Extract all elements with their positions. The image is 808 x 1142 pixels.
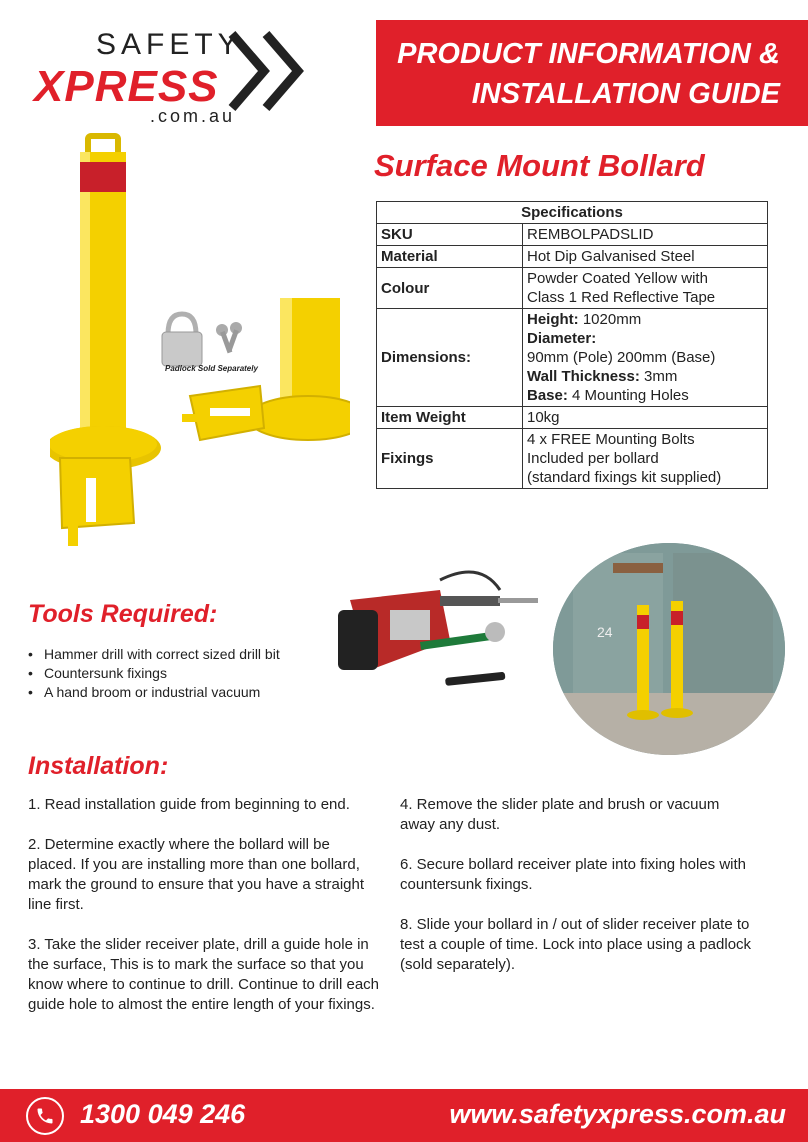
- spec-value: [523, 268, 768, 309]
- spec-header: Specifications: [377, 202, 768, 224]
- banner-line-2: INSTALLATION GUIDE: [471, 78, 780, 110]
- base-line: [527, 386, 763, 405]
- install-step-8: 8. Slide your bollard in / out of slider receiver plate to test a couple of time. Lock into place using a padlock (sold separately).: [400, 916, 752, 973]
- wall-value: 3mm: [639, 368, 678, 385]
- padlock-caption: Padlock Sold Separately: [165, 364, 258, 373]
- fixings-line-3: (standard fixings kit supplied): [527, 469, 722, 486]
- install-step-2: 2. Determine exactly where the bollard will be placed. If you are installing more than one bollard, mark the ground to ensure that you have a straight line first.: [28, 836, 365, 913]
- wall-line: [527, 367, 763, 386]
- colour-line-2: Class 1 Red Reflective Tape: [527, 289, 716, 306]
- installed-bollards-icon: [553, 543, 785, 755]
- table-row: [377, 224, 768, 246]
- diameter-value: 90mm (Pole) 200mm (Base): [527, 349, 716, 366]
- spec-value: 10kg: [523, 407, 768, 429]
- site-number: 24: [597, 624, 613, 640]
- product-title: Surface Mount Bollard: [374, 148, 705, 183]
- banner-line-1: PRODUCT INFORMATION &: [397, 38, 780, 70]
- tools-list: [28, 645, 280, 702]
- installation-column-left: [28, 795, 380, 1035]
- header-banner: [376, 20, 808, 126]
- footer: [0, 1089, 808, 1142]
- installed-bollards-photo: [553, 543, 785, 755]
- phone-number[interactable]: 1300 049 246: [80, 1099, 246, 1129]
- diameter-label: Diameter:: [527, 330, 597, 347]
- list-item: • Hammer drill with correct sized drill bit: [28, 645, 280, 664]
- height-label: Height:: [527, 311, 579, 328]
- fixings-line-1: 4 x FREE Mounting Bolts: [527, 431, 695, 448]
- logo: [30, 24, 320, 126]
- list-item: • Countersunk fixings: [28, 664, 280, 683]
- installation-heading: Installation:: [28, 752, 169, 780]
- spec-label: Colour: [377, 268, 523, 309]
- phone-icon: [26, 1097, 64, 1135]
- table-row: [377, 268, 768, 309]
- spec-value: [523, 429, 768, 489]
- logo-chevron-icon: [220, 28, 316, 114]
- table-row: [377, 202, 768, 224]
- spec-label: Dimensions:: [377, 309, 523, 407]
- logo-xpress: XPRESS: [34, 62, 219, 111]
- table-row: [377, 407, 768, 429]
- list-item: • A hand broom or industrial vacuum: [28, 683, 280, 702]
- spec-value: REMBOLPADSLID: [523, 224, 768, 246]
- spec-value: [523, 309, 768, 407]
- spec-value: Hot Dip Galvanised Steel: [523, 246, 768, 268]
- install-step-4: 4. Remove the slider plate and brush or vacuum away any dust.: [400, 796, 720, 833]
- spec-label: Fixings: [377, 429, 523, 489]
- table-row: [377, 429, 768, 489]
- tools-heading: Tools Required:: [28, 600, 218, 628]
- base-label: Base:: [527, 387, 568, 404]
- fixings-line-2: Included per bollard: [527, 450, 659, 467]
- table-row: [377, 309, 768, 407]
- height-line: [527, 310, 763, 329]
- tools-image: [330, 560, 558, 705]
- logo-safety: SAFETY: [96, 28, 243, 61]
- spec-label: Item Weight: [377, 407, 523, 429]
- height-value: 1020mm: [578, 311, 642, 328]
- website-link[interactable]: www.safetyxpress.com.au: [449, 1099, 786, 1129]
- install-step-1: 1. Read installation guide from beginning to end.: [28, 796, 350, 813]
- table-row: [377, 246, 768, 268]
- base-value: 4 Mounting Holes: [567, 387, 689, 404]
- spec-label: SKU: [377, 224, 523, 246]
- spec-label: Material: [377, 246, 523, 268]
- logo-domain: .com.au: [150, 106, 236, 126]
- colour-line-1: Powder Coated Yellow with: [527, 270, 708, 287]
- install-step-6: 6. Secure bollard receiver plate into fixing holes with countersunk fixings.: [400, 856, 747, 893]
- installation-column-right: [400, 795, 756, 995]
- wall-label: Wall Thickness:: [527, 368, 640, 385]
- spec-table: [376, 201, 768, 489]
- bollard-image: [50, 118, 350, 558]
- install-step-3: 3. Take the slider receiver plate, drill a guide hole in the surface, This is to mark the surface so that you know where to continue to drill. Continue to drill each guide hole to almost the entire length of your fixings.: [28, 936, 380, 1013]
